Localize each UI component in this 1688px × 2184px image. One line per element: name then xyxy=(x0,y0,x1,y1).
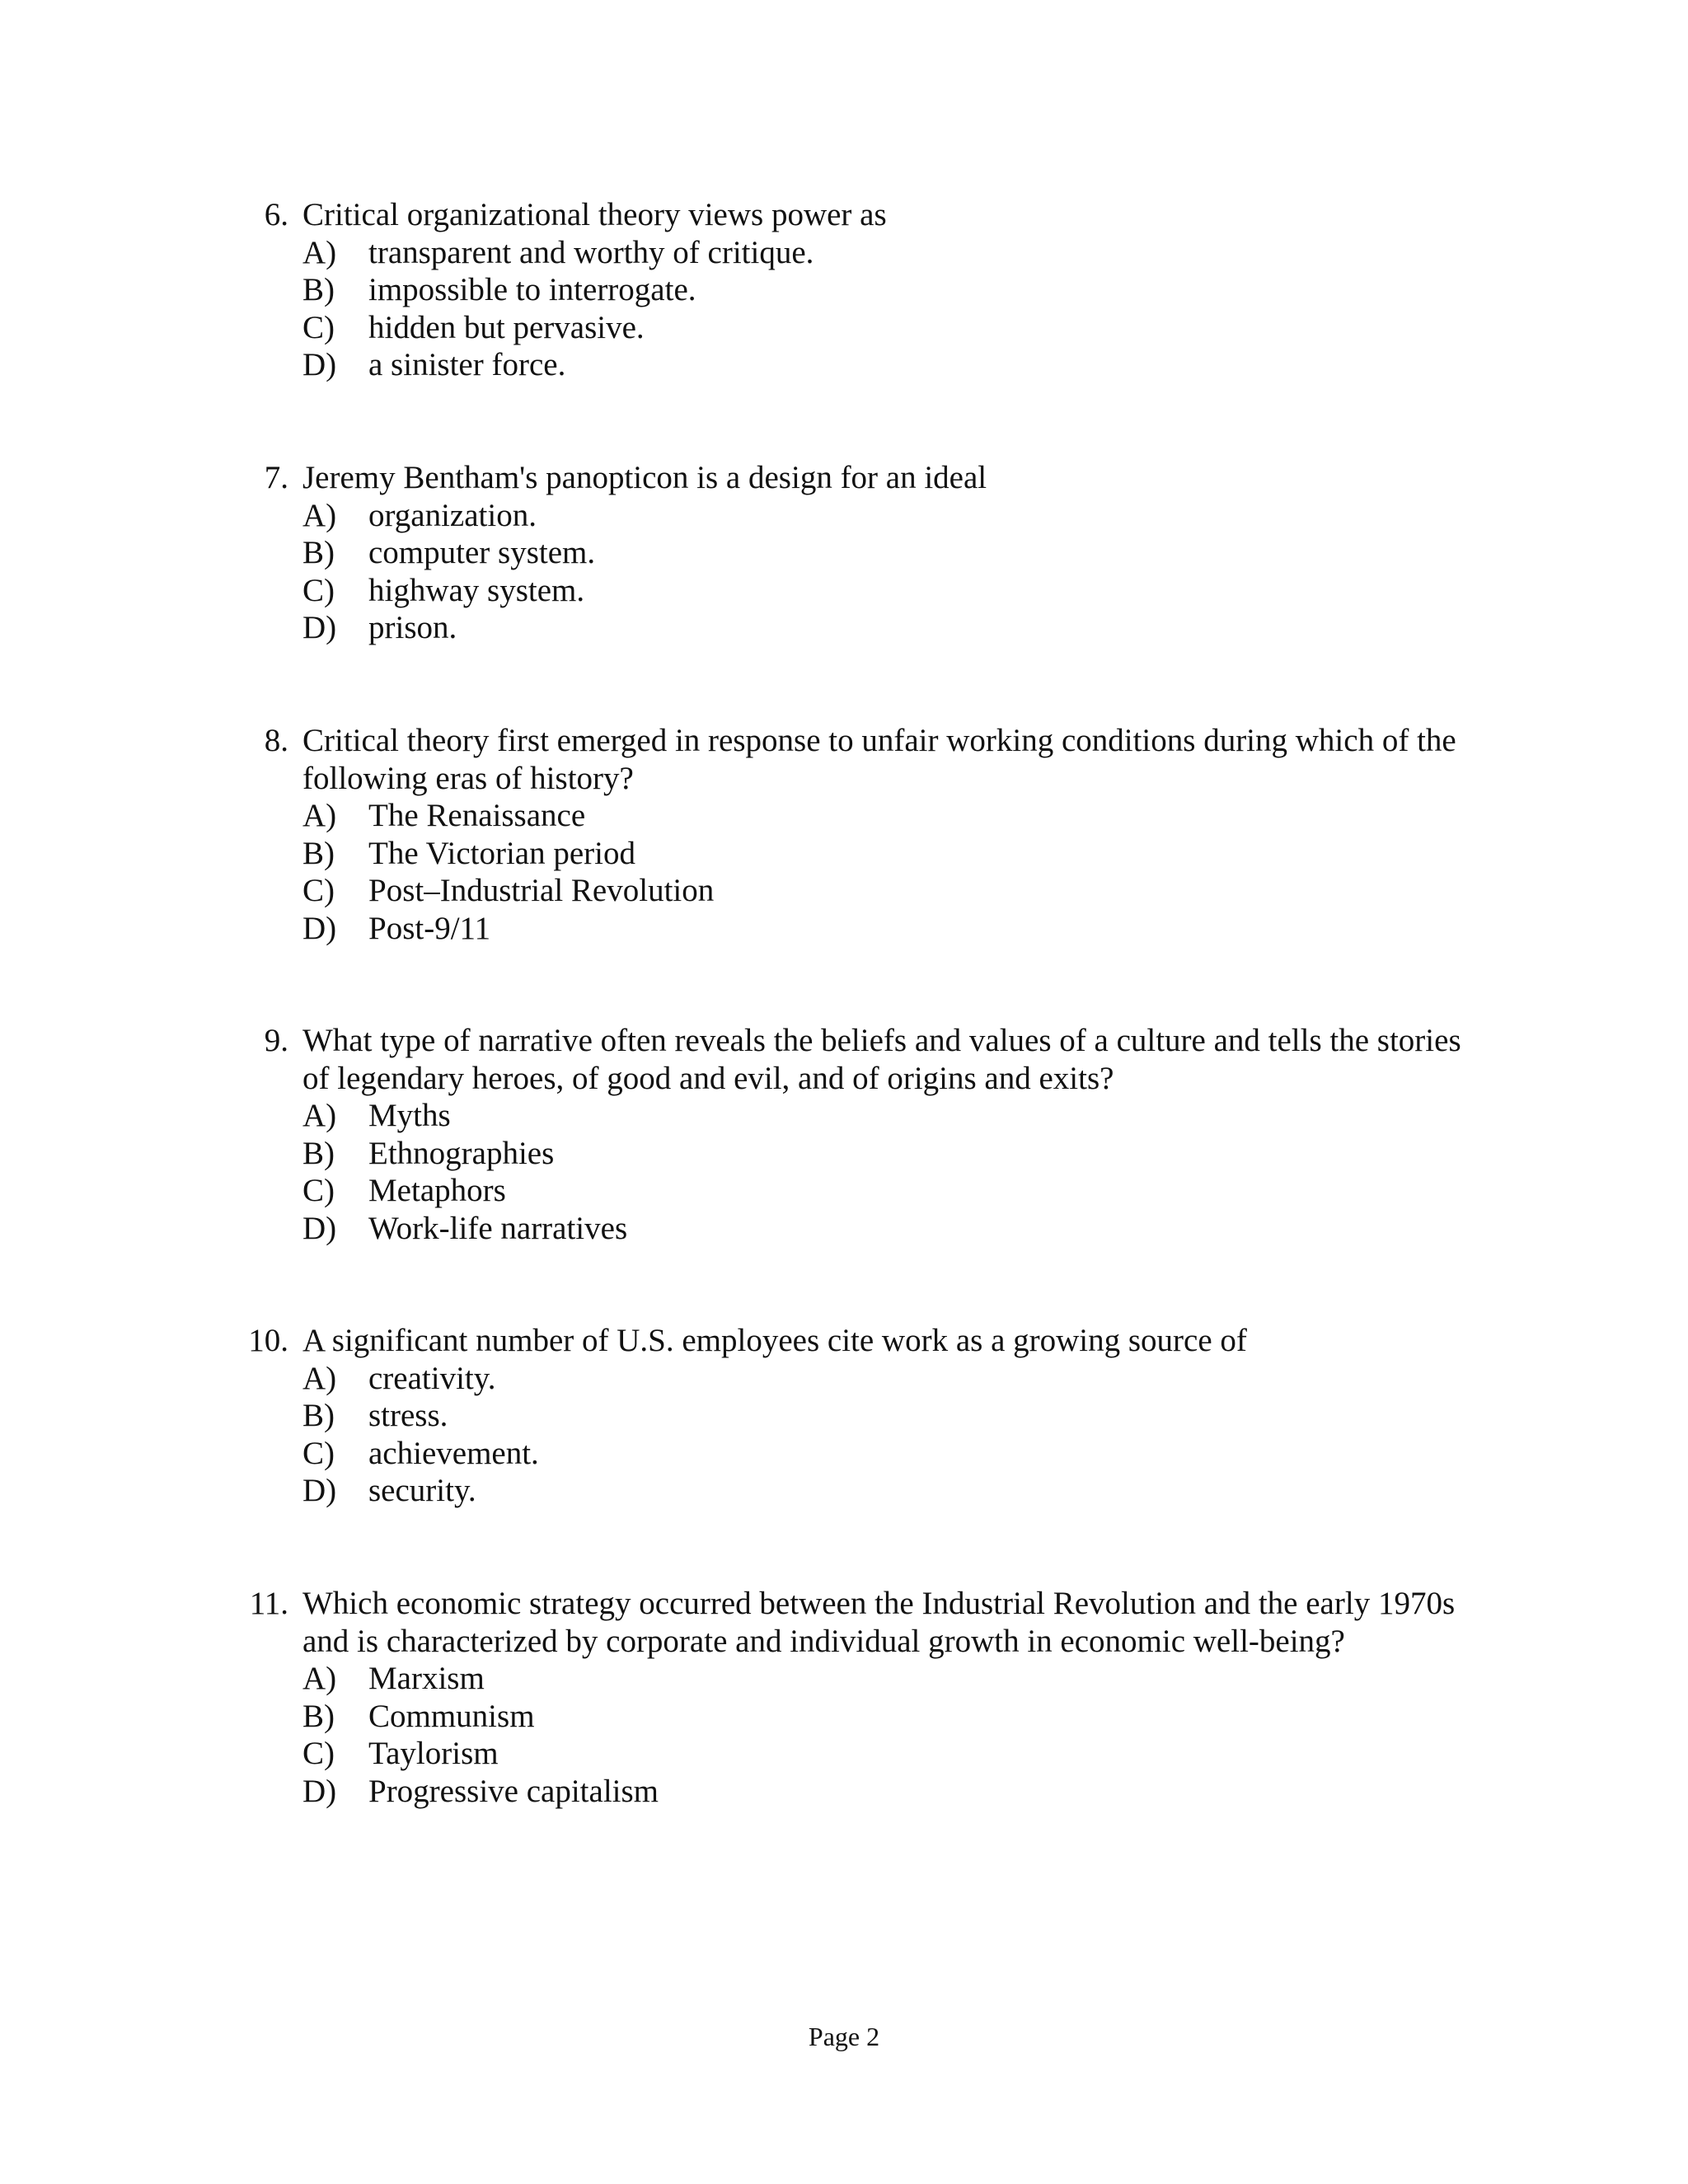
question-stem xyxy=(239,196,1492,234)
choice-letter: A) xyxy=(302,1360,337,1396)
choice-a xyxy=(239,1360,1492,1398)
answer-choices xyxy=(239,1660,1492,1810)
choice-text: a sinister force. xyxy=(368,347,566,382)
choice-b xyxy=(239,835,1492,873)
choice-a xyxy=(239,234,1492,272)
answer-choices xyxy=(239,1360,1492,1510)
question-number: 7. xyxy=(264,460,288,495)
answer-choices xyxy=(239,1097,1492,1247)
answer-choices xyxy=(239,234,1492,384)
question-text: A significant number of U.S. employees cite work as a growing source of xyxy=(302,1323,1247,1358)
question-9 xyxy=(239,1022,1492,1247)
choice-text: The Renaissance xyxy=(368,798,586,833)
question-stem xyxy=(239,1585,1492,1660)
question-number: 6. xyxy=(264,197,288,232)
answer-choices xyxy=(239,797,1492,947)
question-stem xyxy=(239,459,1492,497)
question-11 xyxy=(239,1585,1492,1810)
choice-letter: B) xyxy=(302,1398,335,1433)
choice-b xyxy=(239,1698,1492,1736)
question-6 xyxy=(239,196,1492,384)
choice-b xyxy=(239,534,1492,572)
choice-letter: D) xyxy=(302,1473,337,1508)
choice-letter: B) xyxy=(302,1698,335,1734)
question-number: 8. xyxy=(264,723,288,758)
choice-c xyxy=(239,1735,1492,1773)
question-stem xyxy=(239,722,1492,797)
question-10 xyxy=(239,1322,1492,1510)
page-number: Page 2 xyxy=(808,2022,880,2051)
choice-text: prison. xyxy=(368,610,457,645)
choice-c xyxy=(239,1172,1492,1210)
choice-letter: C) xyxy=(302,572,335,608)
choice-d xyxy=(239,1773,1492,1811)
choice-c xyxy=(239,572,1492,610)
choice-a xyxy=(239,1660,1492,1698)
question-stem xyxy=(239,1022,1492,1097)
choice-text: The Victorian period xyxy=(368,835,635,871)
question-text: Jeremy Bentham's panopticon is a design for an ideal xyxy=(302,460,987,495)
choice-text: Progressive capitalism xyxy=(368,1773,659,1809)
question-number: 11. xyxy=(249,1586,288,1621)
choice-text: Metaphors xyxy=(368,1173,506,1208)
choice-a xyxy=(239,497,1492,535)
choice-text: transparent and worthy of critique. xyxy=(368,234,814,270)
choice-letter: C) xyxy=(302,1435,335,1471)
answer-choices xyxy=(239,497,1492,647)
choice-letter: D) xyxy=(302,347,337,382)
choice-text: Post-9/11 xyxy=(368,910,491,946)
choice-text: highway system. xyxy=(368,572,585,608)
choice-d xyxy=(239,910,1492,948)
choice-text: security. xyxy=(368,1473,476,1508)
choice-text: Post–Industrial Revolution xyxy=(368,873,715,908)
choice-text: Taylorism xyxy=(368,1736,499,1771)
choice-text: impossible to interrogate. xyxy=(368,272,696,307)
choice-text: organization. xyxy=(368,497,537,533)
choice-text: stress. xyxy=(368,1398,448,1433)
choice-letter: C) xyxy=(302,873,335,908)
choice-text: achievement. xyxy=(368,1435,539,1471)
question-number: 9. xyxy=(264,1023,288,1058)
choice-letter: B) xyxy=(302,272,335,307)
question-text: Critical theory first emerged in response to unfair working conditions during which of the following eras of history? xyxy=(302,723,1456,796)
choice-letter: B) xyxy=(302,835,335,871)
choice-d xyxy=(239,609,1492,647)
choice-text: Communism xyxy=(368,1698,535,1734)
choice-text: hidden but pervasive. xyxy=(368,309,645,345)
choice-letter: C) xyxy=(302,1736,335,1771)
question-text: Which economic strategy occurred between the Industrial Revolution and the early 1970s and is characterized by corporate and individual growth in economic well-being? xyxy=(302,1586,1456,1659)
choice-a xyxy=(239,797,1492,835)
choice-text: Marxism xyxy=(368,1661,485,1696)
choice-letter: A) xyxy=(302,1098,337,1133)
choice-d xyxy=(239,1472,1492,1510)
choice-letter: A) xyxy=(302,497,337,533)
choice-b xyxy=(239,271,1492,309)
question-text: Critical organizational theory views power as xyxy=(302,197,887,232)
choice-letter: A) xyxy=(302,798,337,833)
choice-letter: C) xyxy=(302,309,335,345)
choice-letter: A) xyxy=(302,1661,337,1696)
choice-text: creativity. xyxy=(368,1360,496,1396)
choice-letter: D) xyxy=(302,1210,337,1246)
choice-text: Ethnographies xyxy=(368,1135,555,1171)
choice-b xyxy=(239,1397,1492,1435)
choice-letter: C) xyxy=(302,1173,335,1208)
choice-text: Work-life narratives xyxy=(368,1210,628,1246)
choice-text: Myths xyxy=(368,1098,451,1133)
choice-c xyxy=(239,309,1492,347)
choice-letter: B) xyxy=(302,1135,335,1171)
choice-c xyxy=(239,1435,1492,1473)
choice-text: computer system. xyxy=(368,535,596,570)
choice-c xyxy=(239,872,1492,910)
choice-d xyxy=(239,346,1492,384)
choice-a xyxy=(239,1097,1492,1135)
choice-letter: B) xyxy=(302,535,335,570)
choice-letter: D) xyxy=(302,910,337,946)
choice-letter: D) xyxy=(302,1773,337,1809)
choice-letter: A) xyxy=(302,234,337,270)
choice-b xyxy=(239,1135,1492,1173)
question-text: What type of narrative often reveals the beliefs and values of a culture and tells the stories of legendary heroes, of good and evil, and of origins and exits? xyxy=(302,1023,1461,1096)
choice-d xyxy=(239,1210,1492,1248)
question-number: 10. xyxy=(248,1323,288,1358)
question-7 xyxy=(239,459,1492,647)
question-stem xyxy=(239,1322,1492,1360)
question-8 xyxy=(239,722,1492,947)
choice-letter: D) xyxy=(302,610,337,645)
